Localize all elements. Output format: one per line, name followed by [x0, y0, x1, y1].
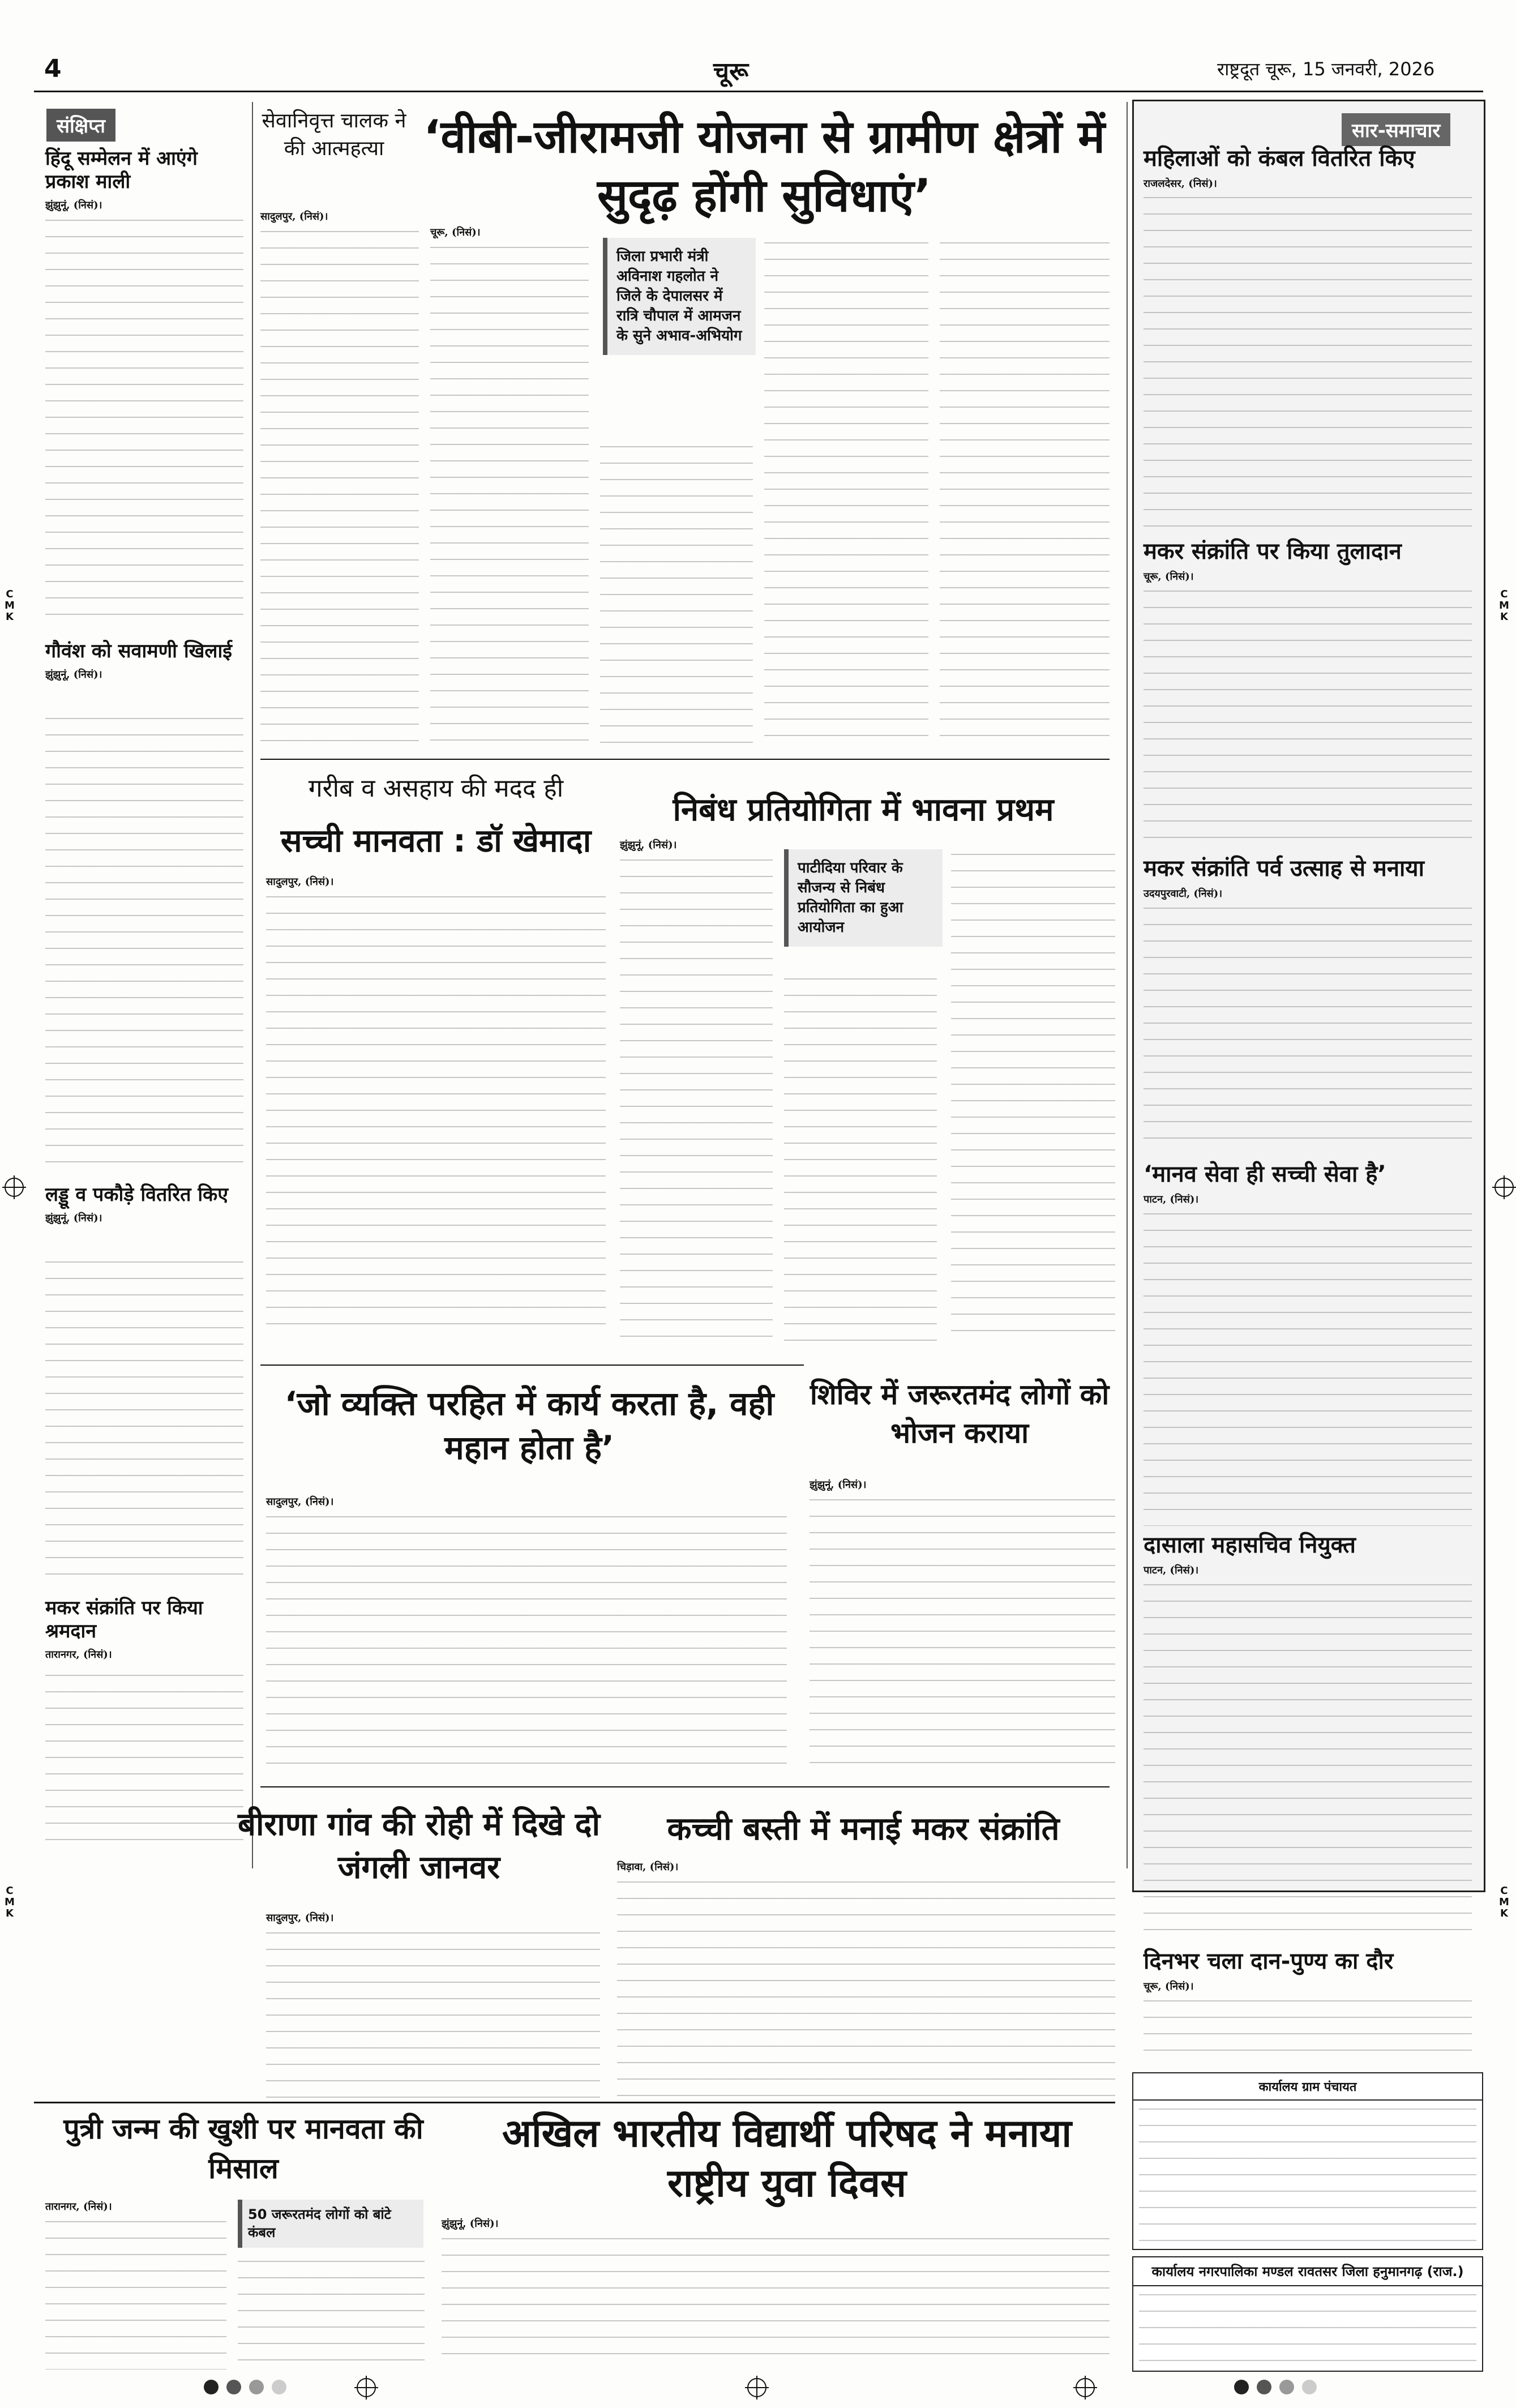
digest-story-5	[1144, 1532, 1472, 1577]
digest-story-4	[1144, 1161, 1472, 1206]
essay-body-col1	[620, 855, 773, 1342]
wild-headline: बीराणा गांव की रोही में दिखे दो जंगली जानवर	[238, 1806, 600, 1886]
color-swatch-icon	[1279, 2380, 1294, 2394]
section-rule	[260, 1365, 804, 1366]
digest-story-6	[1144, 1948, 1472, 1993]
digest-dateline: उदयपुरवाटी, (निसं)।	[1144, 888, 1223, 900]
essay-info-box: पाटीदिया परिवार के सौजन्य से निबंध प्रतियोगिता का हुआ आयोजन	[784, 849, 943, 947]
registration-mark-icon	[5, 1178, 24, 1197]
daughter-headline: पुत्री जन्म की खुशी पर मानवता की मिसाल	[63, 2112, 423, 2185]
registration-mark-icon	[357, 2378, 376, 2397]
brief-dateline: झुंझुनूं, (निसं)।	[45, 1212, 102, 1224]
brief-body	[45, 215, 243, 628]
slum-body	[617, 1877, 1115, 2098]
brief-headline: मकर संक्रांति पर किया श्रमदान	[45, 1597, 203, 1643]
brief-headline: लड्डू व पकौड़े वितरित किए	[45, 1183, 229, 1206]
digest-headline: महिलाओं को कंबल वितरित किए	[1144, 146, 1415, 172]
abvp-body	[442, 2234, 1110, 2369]
khemada-kicker: गरीब व असहाय की मदद ही	[308, 774, 564, 803]
color-swatch-icon	[249, 2380, 264, 2394]
registration-mark-icon	[1494, 1178, 1514, 1197]
digest-body	[1144, 903, 1472, 1152]
brief-dateline: झुंझुनूं, (निसं)।	[45, 668, 102, 681]
camp-body	[810, 1495, 1115, 1778]
brief-story-1	[45, 147, 243, 212]
lead-body-col4	[940, 238, 1110, 747]
digest-headline: दिनभर चला दान-पुण्य का दौर	[1144, 1948, 1394, 1974]
section-label-news-digest: सार-समाचार	[1342, 113, 1450, 146]
daughter-dateline: तारानगर, (निसं)।	[45, 2201, 112, 2213]
section-rule	[34, 2102, 1115, 2103]
brief-body	[45, 1257, 243, 1585]
digest-dateline: पाटन, (निसं)।	[1144, 1194, 1199, 1205]
digest-body	[1144, 193, 1472, 532]
brief-dateline: तारानगर, (निसं)।	[45, 1648, 112, 1661]
section-name: चूरू	[713, 57, 749, 86]
camp-dateline: झुंझुनूं, (निसं)।	[810, 1479, 867, 1491]
color-swatch-icon	[204, 2380, 219, 2394]
cmyk-mark: C M K	[5, 1885, 15, 1919]
color-swatch-icon	[226, 2380, 241, 2394]
brief-headline: हिंदू सम्मेलन में आएंगे प्रकाश माली	[45, 147, 198, 193]
daughter-info-box: 50 जरूरतमंद लोगों को बांटे कंबल	[238, 2200, 423, 2248]
khemada-body	[266, 892, 606, 1328]
wild-body	[266, 1928, 600, 2098]
digest-body	[1144, 1580, 1472, 1942]
section-label-briefs: संक्षिप्त	[46, 109, 115, 142]
lead-dateline: चूरू, (निसं)।	[430, 226, 481, 238]
brief-headline: गौवंश को सवामणी खिलाई	[45, 640, 232, 662]
page-number: 4	[44, 54, 62, 83]
notice-title: कार्यालय नगरपालिका मण्डल रावतसर जिला हनुमानगढ़ (राज.)	[1133, 2257, 1482, 2286]
notice-body	[1139, 2104, 1476, 2246]
notice-body	[1139, 2290, 1476, 2369]
lead-body-col2	[600, 442, 753, 747]
cmyk-mark: C M K	[1499, 588, 1509, 623]
welfare-headline: ‘जो व्यक्ति परहित में कार्य करता है, वही महान होता है’	[284, 1384, 774, 1468]
digest-body	[1144, 586, 1472, 846]
slum-headline: कच्ची बस्ती में मनाई मकर संक्रांति	[667, 1811, 1060, 1847]
camp-headline: शिविर में जरूरतमंद लोगों को भोजन कराया	[810, 1378, 1110, 1449]
color-swatch-icon	[1302, 2380, 1317, 2394]
essay-body-col2	[784, 974, 937, 1342]
essay-body-col3	[951, 849, 1115, 1342]
digest-headline: मकर संक्रांति पर किया तुलादान	[1144, 538, 1402, 564]
brief-dateline: झुंझुनूं, (निसं)।	[45, 199, 102, 211]
digest-dateline: पाटन, (निसं)।	[1144, 1564, 1199, 1576]
khemada-headline: सच्ची मानवता : डॉ खेमादा	[280, 823, 592, 859]
registration-mark-icon	[1076, 2378, 1095, 2397]
column-divider	[252, 102, 253, 1868]
public-notice-1	[1132, 2072, 1483, 2250]
khemada-dateline: सादुलपुर, (निसं)।	[266, 876, 334, 888]
digest-headline: ‘मानव सेवा ही सच्ची सेवा है’	[1144, 1161, 1386, 1187]
digest-story-1	[1144, 145, 1472, 190]
column-divider	[1127, 102, 1128, 1868]
section-rule	[260, 759, 1110, 760]
color-swatch-icon	[1257, 2380, 1271, 2394]
retired-driver-dateline: सादुलपुर, (निसं)।	[260, 211, 328, 223]
digest-body	[1144, 1996, 1472, 2064]
brief-body	[45, 713, 243, 1178]
digest-story-2	[1144, 538, 1472, 583]
essay-dateline: झुंझुनूं, (निसं)।	[620, 839, 677, 851]
brief-story-3	[45, 1183, 243, 1225]
digest-dateline: चूरू, (निसं)।	[1144, 1981, 1194, 1992]
daughter-body-col1	[45, 2217, 226, 2369]
slum-dateline: चिड़ावा, (निसं)।	[617, 1861, 679, 1873]
brief-body	[45, 1670, 243, 1846]
lead-body-col1	[430, 242, 589, 746]
masthead-rule	[34, 91, 1483, 92]
dateline: राष्ट्रदूत चूरू, 15 जनवरी, 2026	[1217, 58, 1435, 80]
digest-headline: मकर संक्रांति पर्व उत्साह से मनाया	[1144, 856, 1424, 882]
digest-story-3	[1144, 855, 1472, 900]
public-notice-2	[1132, 2256, 1483, 2372]
brief-story-4	[45, 1597, 243, 1661]
notice-title: कार्यालय ग्राम पंचायत	[1133, 2073, 1482, 2101]
lead-body-col3	[764, 238, 928, 747]
retired-driver-body	[260, 226, 419, 747]
digest-dateline: चूरू, (निसं)।	[1144, 571, 1194, 583]
cmyk-mark: C M K	[5, 588, 15, 623]
digest-headline: दासाला महासचिव नियुक्त	[1144, 1532, 1356, 1558]
welfare-body	[266, 1512, 787, 1778]
retired-driver-headline: सेवानिवृत्त चालक ने की आत्महत्या	[262, 109, 406, 160]
color-swatch-icon	[272, 2380, 286, 2394]
abvp-dateline: झुंझुनूं, (निसं)।	[442, 2218, 499, 2230]
essay-headline: निबंध प्रतियोगिता में भावना प्रथम	[673, 792, 1054, 828]
abvp-headline: अखिल भारतीय विद्यार्थी परिषद ने मनाया राष्ट्रीय युवा दिवस	[502, 2111, 1072, 2206]
lead-headline: ‘वीबी-जीरामजी योजना से ग्रामीण क्षेत्रों में सुदृढ़ होंगी सुविधाएं’	[423, 110, 1105, 222]
digest-body	[1144, 1209, 1472, 1526]
cmyk-mark: C M K	[1499, 1885, 1509, 1919]
digest-dateline: राजलदेसर, (निसं)।	[1144, 178, 1217, 190]
lead-info-box: जिला प्रभारी मंत्री अविनाश गहलोत ने जिले के देपालसर में रात्रि चौपाल में आमजन के सुने अभाव-अभियोग	[603, 238, 756, 355]
section-rule	[260, 1786, 1110, 1787]
daughter-body-col2	[238, 2256, 425, 2369]
color-swatch-icon	[1234, 2380, 1249, 2394]
welfare-dateline: सादुलपुर, (निसं)।	[266, 1496, 334, 1508]
registration-mark-icon	[747, 2378, 766, 2397]
wild-dateline: सादुलपुर, (निसं)।	[266, 1912, 334, 1924]
brief-story-2	[45, 640, 243, 681]
